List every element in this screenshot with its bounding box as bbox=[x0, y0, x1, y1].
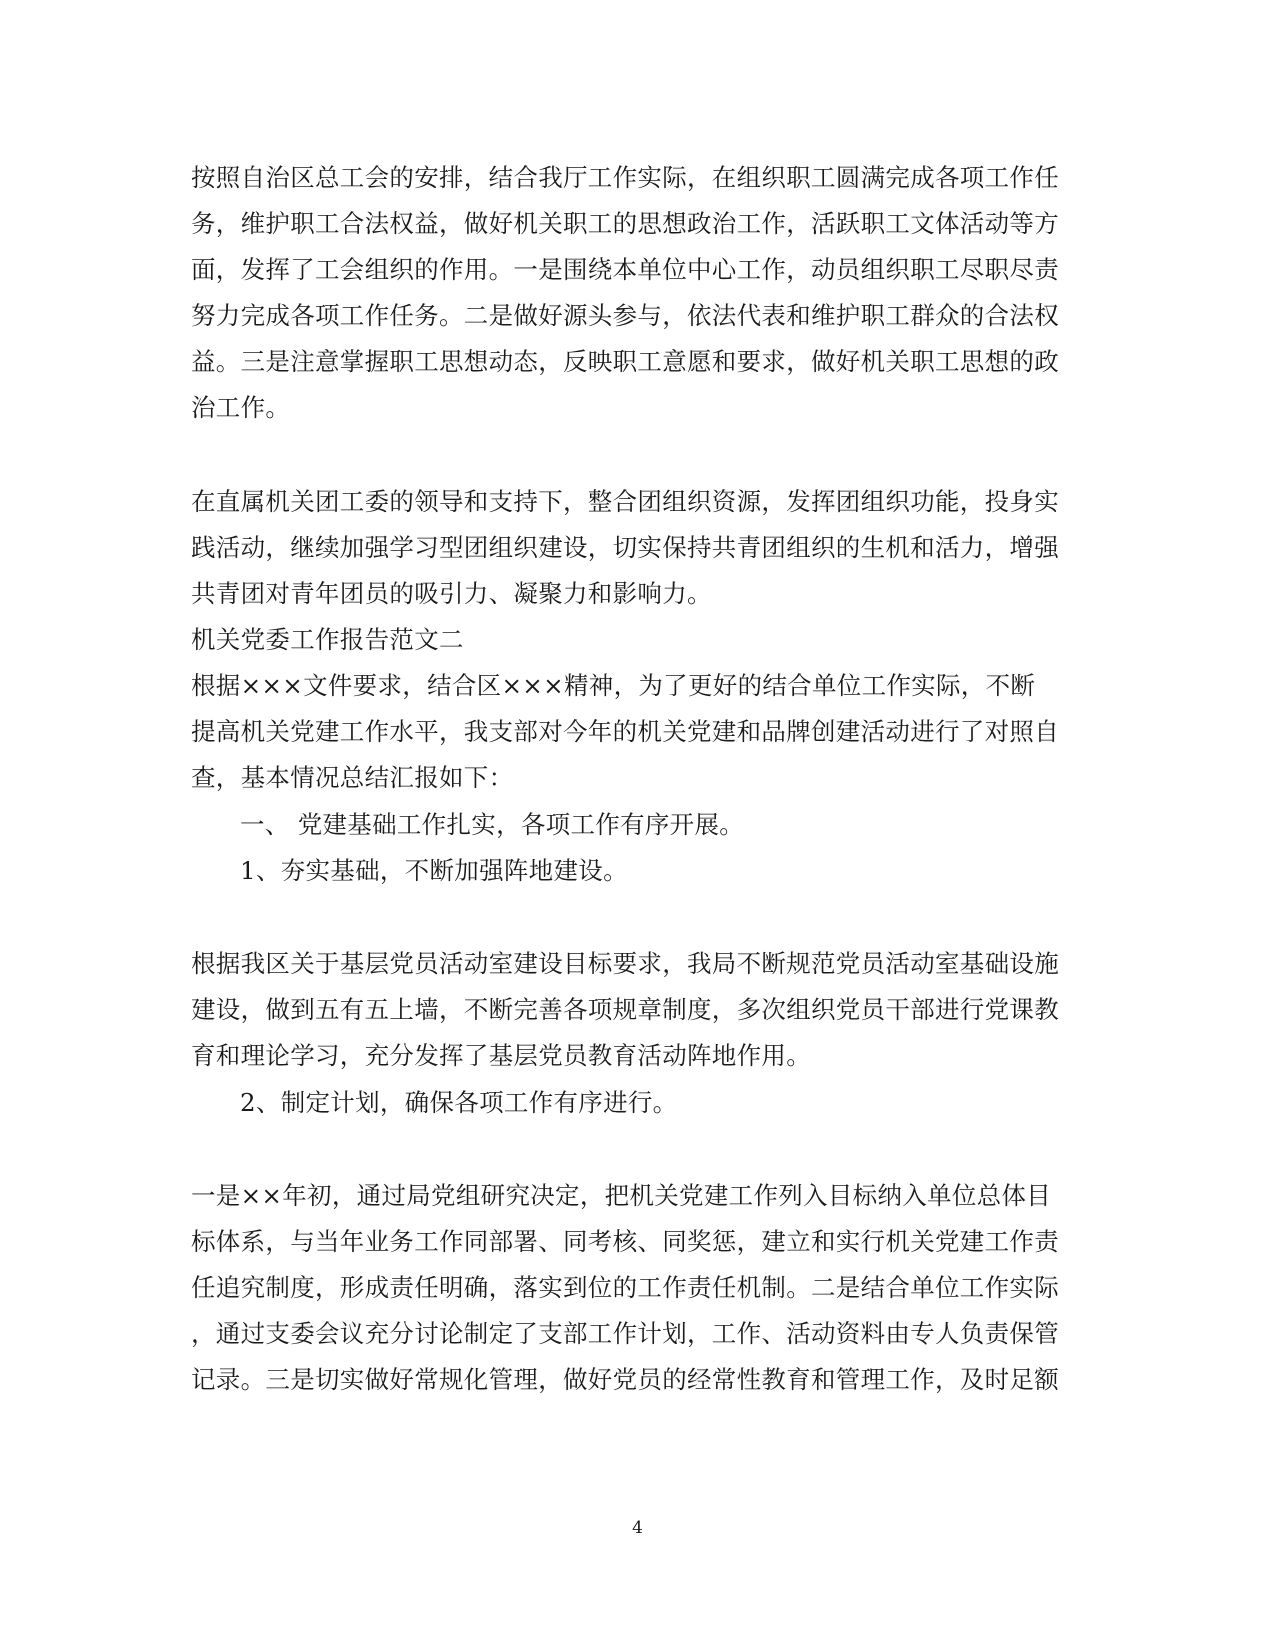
text-line: 一是××年初，通过局党组研究决定，把机关党建工作列入目标纳入单位总体目 bbox=[191, 1181, 1052, 1210]
section-title: 机关党委工作报告范文二 bbox=[191, 625, 464, 654]
text-line: 努力完成各项工作任务。二是做好源头参与，依法代表和维护职工群众的合法权 bbox=[191, 301, 1059, 330]
text-line: 践活动，继续加强学习型团组织建设，切实保持共青团组织的生机和活力，增强 bbox=[191, 533, 1059, 562]
text-line: 标体系，与当年业务工作同部署、同考核、同奖惩，建立和实行机关党建工作责 bbox=[191, 1227, 1059, 1256]
text-line: 建设，做到五有五上墙，不断完善各项规章制度，多次组织党员干部进行党课教 bbox=[191, 995, 1059, 1024]
text-line: 在直属机关团工委的领导和支持下，整合团组织资源，发挥团组织功能，投身实 bbox=[191, 487, 1059, 516]
text-line: 治工作。 bbox=[191, 393, 291, 422]
text-line: 记录。三是切实做好常规化管理，做好党员的经常性教育和管理工作，及时足额 bbox=[191, 1365, 1059, 1394]
text-line: 查，基本情况总结汇报如下： bbox=[191, 763, 514, 792]
heading-level-1: 一、 党建基础工作扎实，各项工作有序开展。 bbox=[240, 810, 745, 839]
subheading-1: 1、夯实基础，不断加强阵地建设。 bbox=[240, 856, 628, 885]
subheading-2: 2、制定计划，确保各项工作有序进行。 bbox=[240, 1088, 678, 1117]
text-line: 益。三是注意掌握职工思想动态，反映职工意愿和要求，做好机关职工思想的政 bbox=[191, 347, 1059, 376]
text-line: 面，发挥了工会组织的作用。一是围绕本单位中心工作，动员组织职工尽职尽责 bbox=[191, 255, 1059, 284]
page-number: 4 bbox=[632, 1518, 643, 1538]
text-line: ，通过支委会议充分讨论制定了支部工作计划，工作、活动资料由专人负责保管 bbox=[191, 1319, 1059, 1348]
text-line: 共青团对青年团员的吸引力、凝聚力和影响力。 bbox=[191, 579, 712, 608]
text-line: 任追究制度，形成责任明确，落实到位的工作责任机制。二是结合单位工作实际 bbox=[191, 1273, 1059, 1302]
text-line: 根据×××文件要求，结合区×××精神，为了更好的结合单位工作实际，不断 bbox=[191, 671, 1036, 700]
text-line: 务，维护职工合法权益，做好机关职工的思想政治工作，活跃职工文体活动等方 bbox=[191, 209, 1059, 238]
text-line: 育和理论学习，充分发挥了基层党员教育活动阵地作用。 bbox=[191, 1041, 811, 1070]
text-line: 提高机关党建工作水平，我支部对今年的机关党建和品牌创建活动进行了对照自 bbox=[191, 717, 1059, 746]
text-line: 根据我区关于基层党员活动室建设目标要求，我局不断规范党员活动室基础设施 bbox=[191, 949, 1059, 978]
text-line: 按照自治区总工会的安排，结合我厅工作实际，在组织职工圆满完成各项工作任 bbox=[191, 163, 1059, 192]
